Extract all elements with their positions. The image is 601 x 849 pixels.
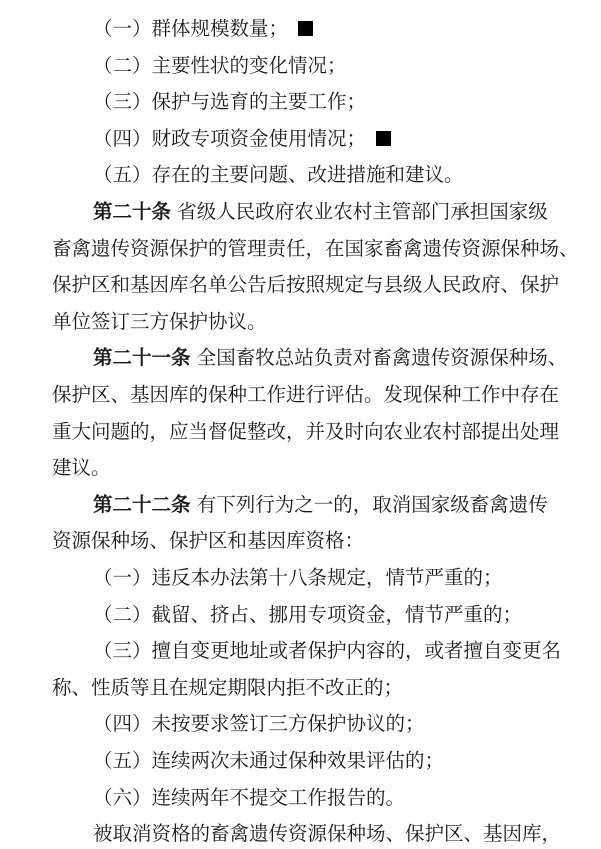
list-item: 被取消资格的畜禽遗传资源保种场、保护区、基因库， bbox=[93, 822, 562, 846]
article-heading: 第二十一条 bbox=[93, 346, 191, 370]
article-22-first-line: 第二十二条 有下列行为之一的，取消国家级畜禽遗传 bbox=[93, 492, 548, 516]
paragraph-line: 建议。 bbox=[52, 456, 111, 480]
paragraph-line: 称、性质等且在规定期限内拒不改正的； bbox=[52, 675, 404, 699]
list-item: （一）群体规模数量； bbox=[0, 14, 601, 44]
list-item: （五）连续两次未通过保种效果评估的； bbox=[93, 749, 445, 772]
article-heading: 第二十条 bbox=[93, 200, 172, 223]
redaction-square-icon bbox=[376, 131, 391, 146]
list-item: （二）截留、挤占、挪用专项资金，情节严重的； bbox=[93, 602, 523, 626]
paragraph-line: 畜禽遗传资源保护的管理责任，在国家畜禽遗传资源保种场、 bbox=[52, 236, 579, 260]
list-item: （三）擅自变更地址或者保护内容的，或者擅自变更名 bbox=[93, 639, 562, 663]
paragraph-line: 资源保种场、保护区和基因库资格： bbox=[52, 529, 365, 553]
article-21-first-line: 第二十一条 全国畜牧总站负责对畜禽遗传资源保种场、 bbox=[93, 346, 568, 370]
list-item: （四）财政专项资金使用情况； bbox=[0, 124, 601, 154]
list-item: （二）主要性状的变化情况； bbox=[93, 53, 347, 77]
paragraph-line: 单位签订三方保护协议。 bbox=[52, 309, 267, 333]
list-item: （三）保护与选育的主要工作； bbox=[93, 90, 367, 114]
list-item: （一）违反本办法第十八条规定，情节严重的； bbox=[93, 566, 503, 589]
paragraph-line: 保护区和基因库名单公告后按照规定与县级人民政府、保护 bbox=[52, 273, 560, 297]
paragraph-line: 重大问题的，应当督促整改，并及时向农业农村部提出处理 bbox=[52, 419, 560, 443]
list-item: （六）连续两年不提交工作报告的。 bbox=[93, 785, 406, 809]
paragraph-line: 保护区、基因库的保种工作进行评估。发现保种工作中存在 bbox=[52, 383, 560, 406]
article-heading: 第二十二条 bbox=[93, 492, 191, 516]
list-item: （四）未按要求签订三方保护协议的； bbox=[93, 712, 425, 736]
article-20-first-line: 第二十条 省级人民政府农业农村主管部门承担国家级 bbox=[93, 200, 548, 223]
redaction-square-icon bbox=[298, 21, 313, 36]
list-item: （五）存在的主要问题、改进措施和建议。 bbox=[93, 163, 464, 187]
